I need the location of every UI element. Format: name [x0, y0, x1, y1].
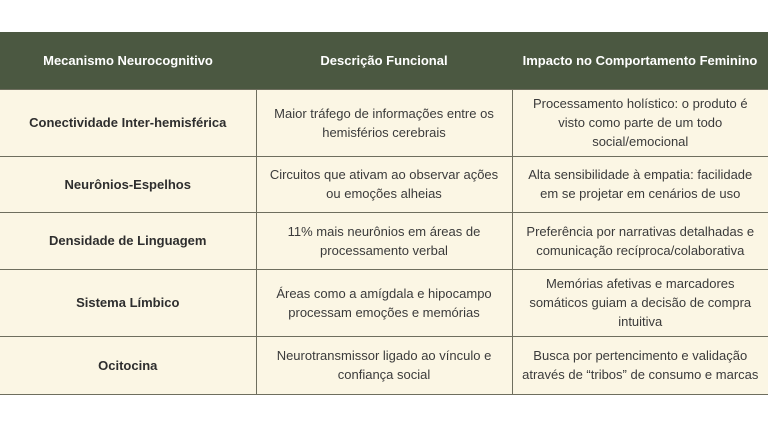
table-row	[0, 212, 768, 269]
header-description: Descrição Funcional	[320, 52, 448, 68]
cell-mechanism: Ocitocina	[0, 336, 256, 394]
cell-description: 11% mais neurônios em áreas de processamento verbal	[256, 212, 512, 269]
cell-impact: Processamento holístico: o produto é visto como parte de um todo social/emocional	[512, 89, 768, 156]
cell-mechanism: Sistema Límbico	[0, 269, 256, 336]
table-container	[0, 32, 768, 394]
table-row	[0, 89, 768, 156]
cell-mechanism: Conectividade Inter-hemisférica	[0, 89, 256, 156]
cell-mechanism: Densidade de Linguagem	[0, 212, 256, 269]
cell-description: Maior tráfego de informações entre os hemisférios cerebrais	[256, 89, 512, 156]
cell-mechanism: Neurônios-Espelhos	[0, 156, 256, 212]
cell-description: Neurotransmissor ligado ao vínculo e confiança social	[256, 336, 512, 394]
header-impact: Impacto no Comportamento Feminino	[522, 52, 758, 68]
cell-impact: Memórias afetivas e marcadores somáticos guiam a decisão de compra intuitiva	[512, 269, 768, 336]
cell-impact: Busca por pertencimento e validação através de “tribos” de consumo e marcas	[512, 336, 768, 394]
table-row	[0, 156, 768, 212]
table-row	[0, 336, 768, 394]
table-row	[0, 269, 768, 336]
table-header-row	[0, 32, 768, 89]
neurocognitive-table	[0, 32, 768, 395]
header-mechanism: Mecanismo Neurocognitivo	[43, 52, 213, 68]
cell-impact: Alta sensibilidade à empatia: facilidade em se projetar em cenários de uso	[512, 156, 768, 212]
cell-description: Áreas como a amígdala e hipocampo processam emoções e memórias	[256, 269, 512, 336]
cell-description: Circuitos que ativam ao observar ações ou emoções alheias	[256, 156, 512, 212]
cell-impact: Preferência por narrativas detalhadas e comunicação recíproca/colaborativa	[512, 212, 768, 269]
